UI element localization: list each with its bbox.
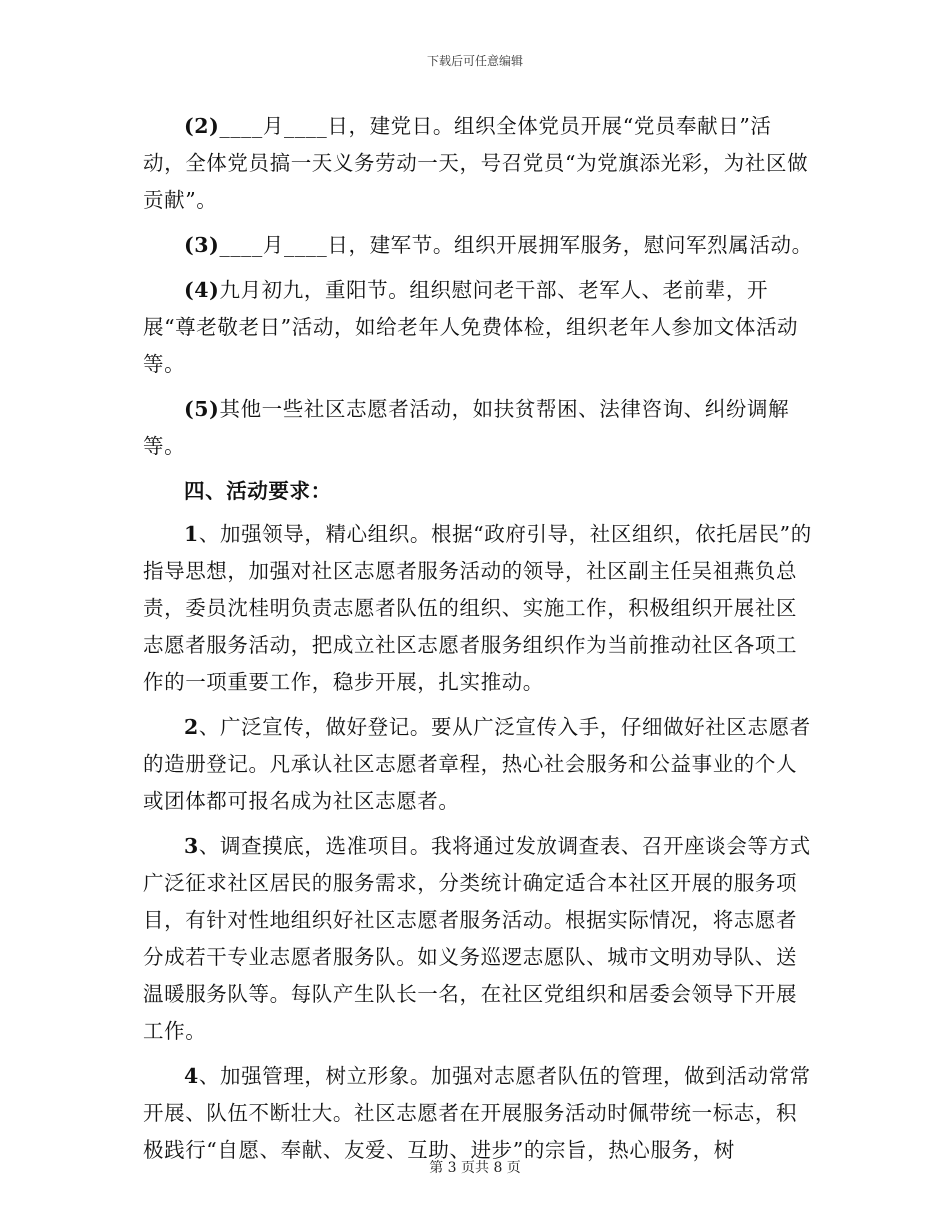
requirement-3	[143, 828, 813, 1050]
requirement-2	[143, 709, 813, 820]
document-body	[143, 108, 813, 1177]
section-heading: 四、活动要求：	[184, 479, 332, 503]
item-number: (3)	[184, 233, 220, 257]
item-text: 其他一些社区志愿者活动，如扶贫帮困、法律咨询、纠纷调解等。	[143, 397, 790, 458]
item-number: (4)	[184, 278, 220, 302]
requirement-text: 、调查摸底，选准项目。我将通过发放调查表、召开座谈会等方式广泛征求社区居民的服务需求，分类统计确定适合本社区开展的服务项目，有针对性地组织好社区志愿者服务活动。根据实际情况，将志愿者分成若干专业志愿者服务队。如义务巡逻志愿队、城市文明劝导队、送温暖服务队等。每队产生队长一名，在社区党组织和居委会领导下开展工作。	[143, 834, 811, 1043]
requirement-number: 4	[184, 1064, 199, 1088]
item-text: ____月____日，建党日。组织全体党员开展“党员奉献日”活动，全体党员搞一天义务劳动一天，号召党员“为党旗添光彩，为社区做贡献”。	[143, 114, 809, 212]
item-text: 九月初九，重阳节。组织慰问老干部、老军人、老前辈，开展“尊老敬老日”活动，如给老年人免费体检，组织老年人参加文体活动等。	[143, 278, 799, 376]
requirement-number: 1	[184, 522, 199, 546]
requirement-number: 2	[184, 715, 199, 739]
page-footer: 第 3 页共 8 页	[429, 1160, 521, 1176]
requirement-4	[143, 1058, 813, 1169]
requirement-1	[143, 516, 813, 701]
list-item-5	[143, 391, 813, 465]
list-item-3	[143, 227, 813, 264]
item-text: ____月____日，建军节。组织开展拥军服务，慰问军烈属活动。	[219, 233, 813, 257]
requirement-text: 、广泛宣传，做好登记。要从广泛宣传入手，仔细做好社区志愿者的造册登记。凡承认社区志愿者章程，热心社会服务和公益事业的个人或团体都可报名成为社区志愿者。	[143, 715, 811, 813]
requirement-number: 3	[184, 834, 199, 858]
item-number: (2)	[184, 114, 220, 138]
requirement-text: 、加强管理，树立形象。加强对志愿者队伍的管理，做到活动常常开展、队伍不断壮大。社区志愿者在开展服务活动时佩带统一标志，积极践行“自愿、奉献、友爱、互助、进步”的宗旨，热心服务，树	[143, 1064, 811, 1162]
requirement-text: 、加强领导，精心组织。根据“政府引导，社区组织，依托居民”的指导思想，加强对社区志愿者服务活动的领导，社区副主任吴祖燕负总责，委员沈桂明负责志愿者队伍的组织、实施工作，积极组织开展社区志愿者服务活动，把成立社区志愿者服务组织作为当前推动社区各项工作的一项重要工作，稳步开展，扎实推动。	[143, 522, 812, 694]
item-number: (5)	[184, 397, 220, 421]
list-item-2	[143, 108, 813, 219]
page-header: 下载后可任意编辑	[426, 54, 523, 68]
list-item-4	[143, 272, 813, 383]
